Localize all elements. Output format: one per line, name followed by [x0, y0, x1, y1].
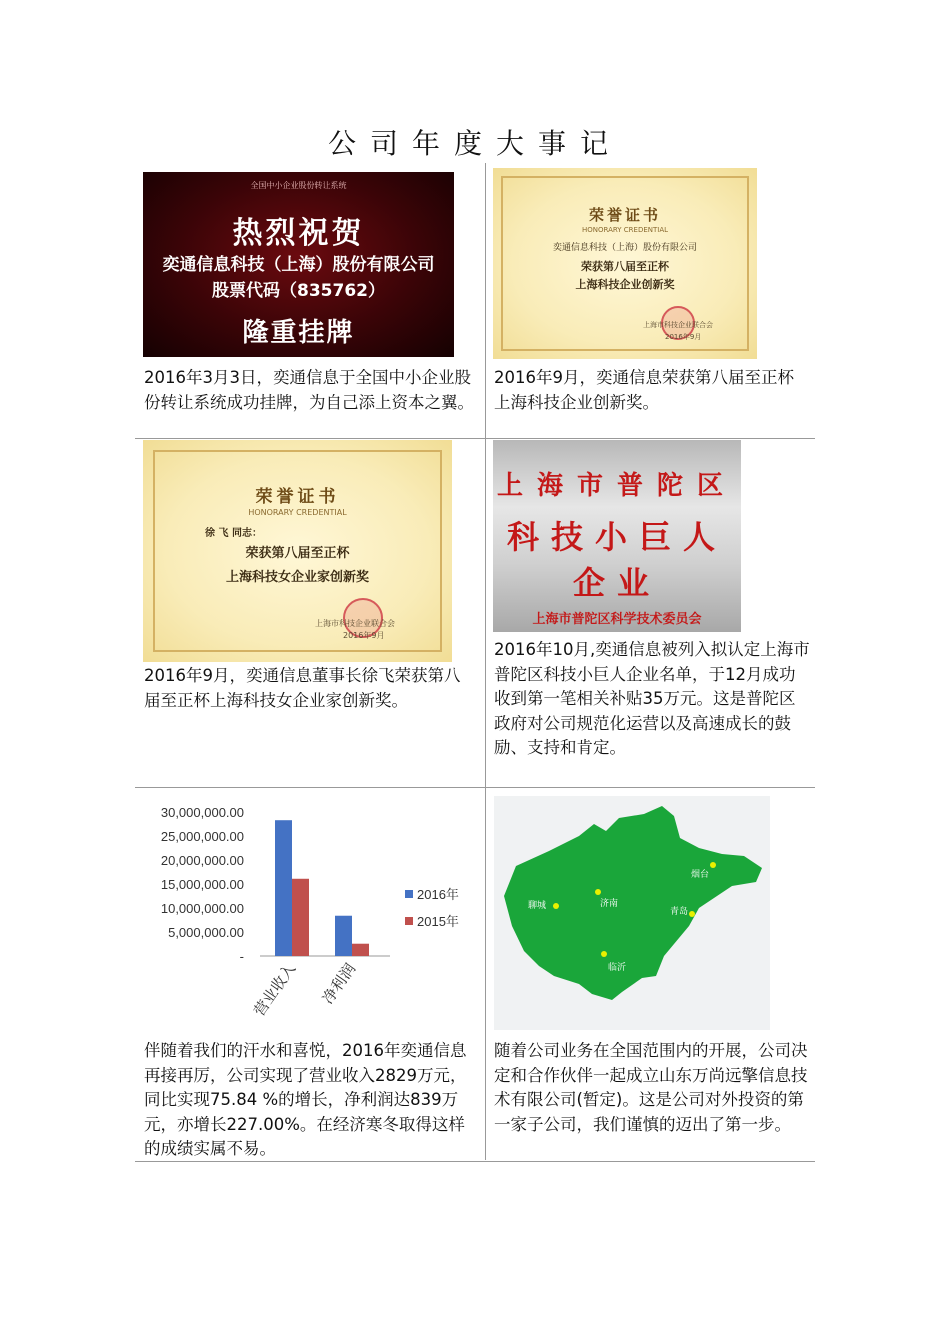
- x-category-label: 营业收入: [250, 960, 300, 1020]
- certificate-title: 荣誉证书: [255, 487, 340, 507]
- plaque-photo: [493, 440, 741, 632]
- photo-bottom: 隆重挂牌: [242, 318, 355, 348]
- event-text-5: 伴随着我们的汗水和喜悦，2016年奕通信息再接再厉，公司实现了营业收入2829万元，同比实现75.84 %的增长，净利润达839万元，亦增长227.00%。在经济寒冬取得这样的成绩实属不易。: [144, 1041, 467, 1158]
- certificate-award-line2: 上海科技女企业家创新奖: [225, 570, 369, 585]
- city-label: 济南: [600, 899, 619, 909]
- listing-ceremony-photo: [143, 172, 454, 357]
- column-divider: [485, 163, 486, 1160]
- plaque-line2: 科技小巨人企业: [506, 518, 727, 602]
- y-tick-label: 30,000,000.00: [160, 805, 244, 820]
- certificate-award-line1: 荣获第八届至正杯: [581, 260, 669, 273]
- certificate-recipient: 徐 飞 同志：: [205, 528, 262, 539]
- certificate-title: 荣誉证书: [588, 206, 661, 224]
- city-dot: [689, 911, 695, 917]
- certificate-date: 2016年9月: [665, 333, 702, 341]
- city-label: 聊城: [528, 901, 547, 911]
- event-text-6: 随着公司业务在全国范围内的开展，公司决定和合作伙伴一起成立山东万尚远擎信息技术有限公司(暂定)。这是公司对外投资的第一家子公司，我们谨慎的迈出了第一步。: [494, 1041, 808, 1134]
- shandong-map: [494, 796, 770, 1030]
- y-tick-label: 15,000,000.00: [160, 877, 244, 892]
- photo-stock-code: 股票代码（835762）: [212, 281, 385, 301]
- city-dot: [710, 862, 716, 868]
- certificate-org: 上海市科技企业联合会: [643, 321, 713, 329]
- photo-banner: 全国中小企业股份转让系统: [250, 181, 347, 190]
- row-divider: [135, 787, 815, 788]
- certificate-photo-company: [493, 168, 757, 359]
- certificate-date: 2016年9月: [343, 631, 385, 640]
- page-title: 公司年度大事记: [327, 127, 622, 160]
- photo-company: 奕通信息科技（上海）股份有限公司: [162, 255, 435, 275]
- bar-2016: [335, 916, 352, 956]
- event-text-2: 2016年9月，奕通信息荣获第八届至正杯上海科技企业创新奖。: [494, 368, 794, 412]
- city-label: 青岛: [670, 907, 689, 917]
- city-label: 临沂: [608, 963, 627, 973]
- plaque-line1: 上海市普陀区: [496, 471, 737, 501]
- y-tick-label: -: [239, 949, 244, 964]
- certificate-org: 上海市科技企业联合会: [315, 619, 395, 628]
- x-category-label: 净利润: [319, 960, 360, 1008]
- certificate-subtitle: HONORARY CREDENTIAL: [248, 508, 347, 517]
- event-text-1: 2016年3月3日，奕通信息于全国中小企业股份转让系统成功挂牌，为自己添上资本之翼。: [144, 368, 474, 412]
- certificate-photo-chairwoman: [143, 440, 452, 662]
- event-text-4: 2016年10月,奕通信息被列入拟认定上海市普陀区科技小巨人企业名单，于12月成功收到第一笔相关补贴35万元。这是普陀区政府对公司规范化运营以及高速成长的鼓励、支持和肯定。: [494, 640, 810, 757]
- y-tick-label: 20,000,000.00: [160, 853, 244, 868]
- photo-headline: 热烈祝贺: [232, 216, 365, 251]
- city-dot: [601, 951, 607, 957]
- y-tick-label: 10,000,000.00: [160, 901, 244, 916]
- city-label: 烟台: [691, 870, 710, 880]
- legend-swatch: [405, 890, 413, 898]
- revenue-profit-bar-chart: [140, 798, 480, 1038]
- legend-label: 2016年: [417, 887, 459, 902]
- bar-2016: [275, 820, 292, 956]
- y-tick-label: 5,000,000.00: [168, 925, 244, 940]
- certificate-company: 奕通信息科技（上海）股份有限公司: [552, 243, 697, 253]
- y-tick-label: 25,000,000.00: [160, 829, 244, 844]
- event-text-3: 2016年9月，奕通信息董事长徐飞荣获第八届至正杯上海科技女企业家创新奖。: [144, 666, 461, 710]
- city-dot: [595, 889, 601, 895]
- row-divider: [135, 438, 815, 439]
- certificate-award-line1: 荣获第八届至正杯: [245, 546, 350, 561]
- certificate-award-line2: 上海科技企业创新奖: [575, 278, 675, 291]
- legend-swatch: [405, 917, 413, 925]
- bar-2015: [292, 879, 309, 956]
- plaque-issuer: 上海市普陀区科学技术委员会: [532, 612, 702, 627]
- bar-2015: [352, 944, 369, 956]
- legend-label: 2015年: [417, 914, 459, 929]
- city-dot: [553, 903, 559, 909]
- certificate-subtitle: HONORARY CREDENTIAL: [581, 226, 669, 234]
